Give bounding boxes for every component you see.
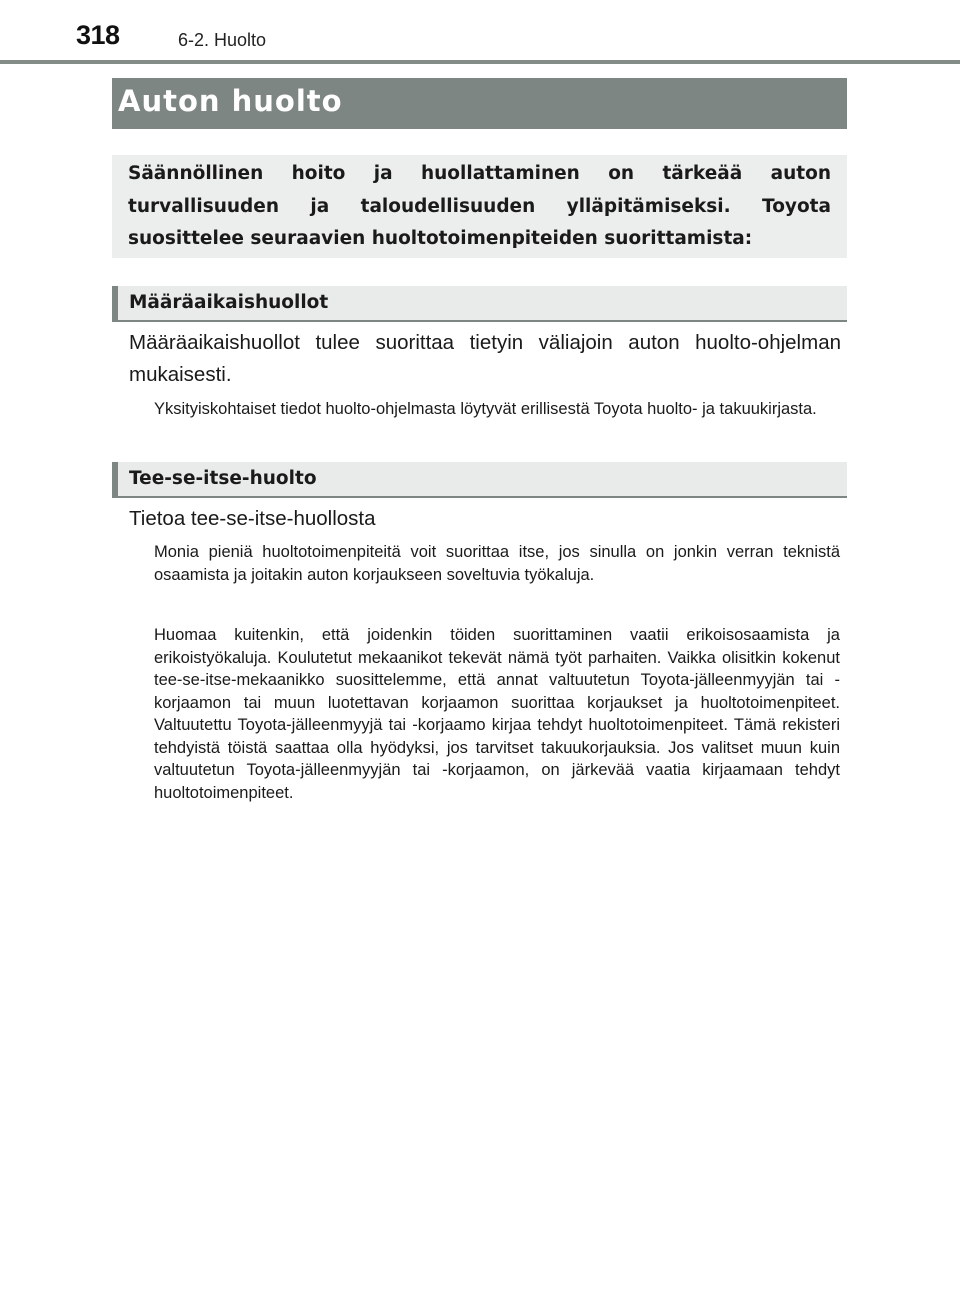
subheading-accent-bar	[112, 462, 118, 498]
subheading-label: Tee-se-itse-huolto	[129, 468, 317, 489]
subheading-accent-bar	[112, 286, 118, 322]
subheading-scheduled-maintenance	[112, 286, 847, 322]
page-title: Auton huolto	[118, 84, 343, 118]
page-header	[0, 0, 960, 64]
section-paragraph: Huomaa kuitenkin, että joidenkin töiden suorittaminen vaatii erikoisosaamista ja erikoistyökaluja. Koulutetut mekaanikot tekevät nämä työt parhaiten. Vaikka olisitkin kokenut tee-se-itse-mekaanikko suosittelemme, että annat valtuutetun Toyota-jälleenmyyjän tai -korjaamon tai muun luotettavan korjaamon suorittaa korjaukset ja huoltotoimenpiteet. Valtuutettu Toyota-jälleenmyyjä tai -korjaamo kirjaa tehdyt huoltotoimenpiteet. Tämä rekisteri tehdyistä töistä saattaa olla hyödyksi, jos tarvitset takuukorjauksia. Jos valitset muun kuin valtuutetun Toyota-jälleenmyyjän tai -korjaamon, on järkevää vaatia kirjaamaan tehdyt huoltotoimenpiteet.	[154, 626, 840, 802]
intro-box	[112, 155, 847, 258]
subheading-diy-maintenance	[112, 462, 847, 498]
title-band	[112, 78, 847, 129]
section-main-text: Määräaikaishuollot tulee suorittaa tietyin väliajoin auton huolto-ohjelman mukaisesti.	[129, 331, 841, 386]
subheading-label: Määräaikaishuollot	[129, 292, 329, 313]
section-paragraph: Yksityiskohtaiset tiedot huolto-ohjelmasta löytyvät erillisestä Toyota huolto- ja takuukirjasta.	[154, 400, 817, 418]
section-label: 6-2. Huolto	[178, 30, 267, 50]
header-rule	[0, 60, 960, 64]
page-number: 318	[76, 20, 120, 50]
section-paragraph: Monia pieniä huoltotoimenpiteitä voit suorittaa itse, jos sinulla on jonkin verran teknistä osaamista ja joitakin auton korjaukseen soveltuvia työkaluja.	[154, 543, 840, 584]
section-main-text: Tietoa tee-se-itse-huollosta	[129, 507, 376, 530]
intro-text: Säännöllinen hoito ja huollattaminen on tärkeää auton turvallisuuden ja taloudellisuuden ylläpitämiseksi. Toyota suosittelee seuraavien huoltotoimenpiteiden suorittamista:	[128, 163, 831, 249]
